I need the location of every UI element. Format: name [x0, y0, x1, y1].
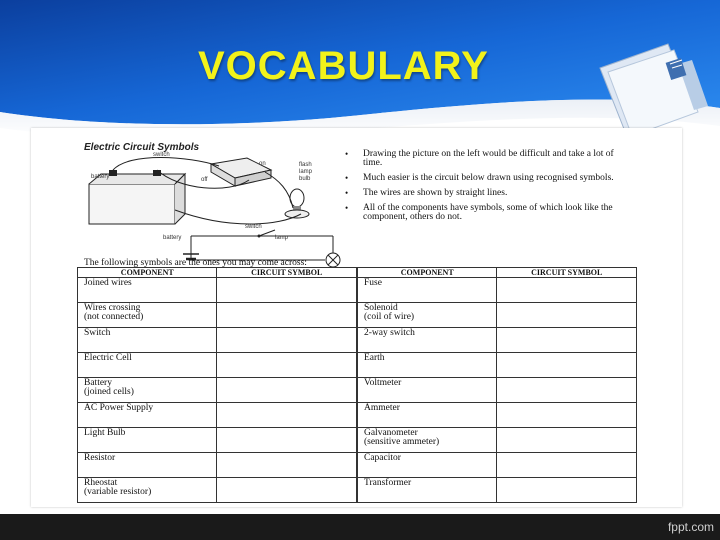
header-symbol-right: CIRCUIT SYMBOL [497, 268, 637, 278]
table-intro: The following symbols are the ones you may come across: [84, 258, 307, 268]
table-row [78, 328, 637, 353]
cell-symbol-left [217, 353, 357, 378]
note-item: • All of the components have symbols, some of which look like the component, others do not. [345, 203, 613, 222]
cell-symbol-right [497, 278, 637, 303]
table-row [78, 353, 637, 378]
cell-symbol-right [497, 353, 637, 378]
worksheet-image [31, 128, 682, 507]
bullet-icon: • [345, 188, 349, 198]
cell-component-right: Ammeter [357, 403, 497, 428]
worksheet-heading: Electric Circuit Symbols [84, 142, 200, 153]
cell-component-left: Switch [78, 328, 217, 353]
bullet-icon: • [345, 149, 349, 159]
label-battery-top: battery [91, 174, 110, 180]
folder-icon [582, 38, 710, 142]
cell-component-right: Fuse [357, 278, 497, 303]
cell-symbol-left [217, 278, 357, 303]
cell-symbol-right [497, 453, 637, 478]
label-flash: flash [299, 162, 312, 168]
label-on: on [259, 161, 266, 167]
label-battery-bottom: battery [163, 235, 182, 241]
label-bulb: bulb [299, 176, 311, 182]
cell-symbol-right [497, 478, 637, 503]
cell-symbol-left [217, 478, 357, 503]
cell-component-left: Light Bulb [78, 428, 217, 453]
cell-symbol-right [497, 428, 637, 453]
cell-component-right: Solenoid (coil of wire) [357, 303, 497, 328]
cell-symbol-right [497, 303, 637, 328]
cell-component-left: Battery (joined cells) [78, 378, 217, 403]
label-lamp-bottom: lamp [275, 235, 289, 241]
bullet-icon: • [345, 173, 349, 183]
cell-component-left: Joined wires [78, 278, 217, 303]
cell-symbol-left [217, 403, 357, 428]
footer-logo: fppt.com [667, 520, 714, 534]
footer-bar [0, 514, 720, 540]
cell-symbol-right [497, 328, 637, 353]
cell-symbol-left [217, 303, 357, 328]
note-item: • Much easier is the circuit below drawn using recognised symbols. [345, 173, 614, 183]
cell-component-right: 2-way switch [357, 328, 497, 353]
cell-component-left: Wires crossing (not connected) [78, 303, 217, 328]
symbols-table [77, 267, 637, 503]
cell-component-right: Transformer [357, 478, 497, 503]
label-switch-top: switch [153, 152, 170, 158]
table-row [78, 278, 637, 303]
cell-component-left: Resistor [78, 453, 217, 478]
cell-component-right: Capacitor [357, 453, 497, 478]
label-off: off [201, 177, 208, 183]
note-item: • Drawing the picture on the left would be difficult and take a lot of time. [345, 149, 614, 168]
cell-component-right: Earth [357, 353, 497, 378]
table-row [78, 403, 637, 428]
bullet-icon: • [345, 203, 349, 213]
notes-list [341, 150, 631, 228]
cell-symbol-left [217, 328, 357, 353]
label-switch-bottom: switch [245, 224, 262, 230]
cell-component-right: Voltmeter [357, 378, 497, 403]
slide-title: VOCABULARY [198, 44, 489, 88]
header-component-left: COMPONENT [78, 268, 217, 278]
table-row [78, 378, 637, 403]
cell-symbol-left [217, 378, 357, 403]
header-symbol-left: CIRCUIT SYMBOL [217, 268, 357, 278]
table-row [78, 453, 637, 478]
header-component-right: COMPONENT [357, 268, 497, 278]
cell-symbol-left [217, 453, 357, 478]
note-item: • The wires are shown by straight lines. [345, 188, 508, 198]
cell-component-left: Electric Cell [78, 353, 217, 378]
table-row [78, 478, 637, 503]
cell-symbol-right [497, 403, 637, 428]
cell-component-left: Rheostat (variable resistor) [78, 478, 217, 503]
cell-symbol-right [497, 378, 637, 403]
table-row [78, 303, 637, 328]
cell-symbol-left [217, 428, 357, 453]
cell-component-right: Galvanometer (sensitive ammeter) [357, 428, 497, 453]
label-lamp-top: lamp [299, 169, 313, 175]
cell-component-left: AC Power Supply [78, 403, 217, 428]
table-row [78, 428, 637, 453]
